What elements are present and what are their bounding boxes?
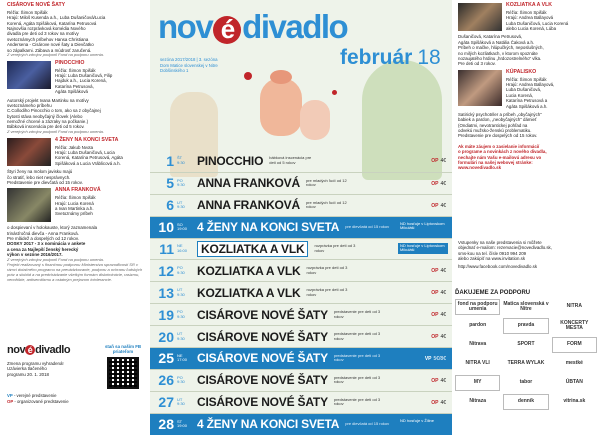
event-price: 4€	[440, 180, 446, 187]
event-date: 1	[166, 152, 174, 169]
event-day: PO	[177, 177, 183, 183]
event-day: ST	[177, 418, 183, 424]
event-date: 27	[158, 394, 174, 411]
event-title: CISÁROVE NOVÉ ŠATY	[197, 395, 328, 410]
event-daytime	[177, 332, 195, 341]
event-desc: pre mladých ľudí od 12 rokov	[305, 177, 347, 188]
program-note: Uzávierka tlačeného	[7, 366, 47, 372]
event-day: UT	[177, 199, 183, 205]
schedule-row	[150, 281, 452, 303]
event-type: OP	[431, 334, 439, 341]
event-day: NE	[177, 352, 183, 358]
event-title: CISÁROVE NOVÉ ŠATY	[197, 351, 328, 366]
event-day: SO	[177, 221, 183, 227]
kupalisko-line: Réžia: Šimon Spišák	[506, 76, 547, 82]
event-price: 4€	[440, 334, 446, 341]
dosky-award: výkon v sezóne 2016/2017.	[7, 252, 63, 258]
event-op-price	[431, 290, 446, 296]
event-daytime	[177, 179, 195, 188]
anna-desc	[7, 225, 147, 282]
pinocchio-section	[7, 61, 147, 95]
zeny-section	[7, 138, 147, 166]
event-title: CISÁROVE NOVÉ ŠATY	[197, 307, 328, 322]
event-desc: pre dievčatá od 15 rokov	[345, 223, 390, 229]
event-time: 19:00	[177, 423, 188, 429]
anna-line: Svetoznámy príbeh	[55, 211, 93, 217]
zeny-title: 4 ŽENY NA KONCI SVETA	[55, 136, 119, 143]
event-op-price	[431, 158, 446, 164]
event-desc: bábková inscenácia pre deti od 5 rokov	[269, 155, 312, 165]
kupalisko-photo	[458, 70, 502, 106]
event-desc: predstavenie pre deti od 3 rokov	[333, 309, 381, 319]
event-date: 6	[166, 197, 174, 214]
legend-op: OP	[7, 398, 14, 404]
legend-vp-text: - verejné predstavenie	[13, 392, 57, 398]
program-note: Zmena programu vyhradená!	[7, 361, 64, 366]
event-type: OP	[431, 180, 439, 187]
kozliatka-line: Príbeh o mačke, hlúpučkých, neposlušných,	[458, 45, 544, 51]
month-name: február	[340, 46, 413, 69]
kupalisko-line: Satirický psychotriler a príbeh „obyčajných"	[458, 111, 542, 117]
event-day: PO	[177, 309, 183, 315]
schedule-row	[150, 347, 452, 369]
schedule-row	[150, 216, 452, 238]
event-title: 4 ŽENY NA KONCI SVETA	[197, 220, 340, 235]
zeny-line: Hrajú: Luba Dušaničová, Lucia	[55, 150, 115, 155]
right-column	[452, 0, 600, 424]
cisarove-line: so zápalkami. Zábava a múdrosť zaručená.	[7, 47, 92, 53]
anna-note: Z verejných zdrojov podporil Fond na podporu umenia.	[7, 256, 104, 262]
schedule-row	[150, 391, 452, 413]
kupalisko-line: (Ondiatmi, nevotrantickej pohľad na	[458, 122, 528, 128]
sponsor-logo: TERRA WYLAK	[507, 360, 545, 367]
ticket-info	[458, 240, 596, 269]
kozliatka-title: KOZLIATKA A VLK	[506, 2, 553, 8]
pinocchio-line: Katarína Petrusová,	[55, 83, 94, 89]
ticket-line: alebo zakúpiť na www.invitation.sk	[458, 256, 526, 262]
anna-photo	[7, 188, 51, 222]
event-date: 19	[158, 306, 174, 323]
logo-part: nov	[158, 8, 213, 45]
event-title: KOZLIATKA A VLK	[197, 285, 301, 300]
event-day: UT	[177, 330, 183, 336]
event-price: 4€	[440, 158, 446, 164]
event-op-price	[431, 203, 446, 209]
event-date: 5	[166, 175, 174, 192]
facebook-link[interactable]: http://www.facebook.com/novedivadlo.sk	[458, 263, 538, 269]
event-day: PO	[177, 374, 183, 380]
event-price: 4€	[440, 312, 446, 319]
event-desc: pre dievčatá od 15 rokov	[345, 420, 390, 426]
event-op-price	[431, 378, 446, 384]
zeny-line: Korená, Katarína Petrusová, Agáta	[55, 155, 123, 161]
sponsor-logo: NITRA	[566, 303, 582, 310]
pinocchio-line: Autorský projekt Ivana Martinku na motívy	[7, 97, 89, 103]
sponsor-logo: KONCERTY MESTA	[560, 319, 589, 331]
anna-line: trinásťročná dievča - Anna Franková.	[7, 230, 79, 236]
illustration-bag	[260, 78, 302, 136]
program-note: programu 20. 1. 2018	[7, 371, 49, 377]
event-type: OP	[431, 158, 439, 164]
event-op-price	[431, 312, 446, 318]
event-op-price	[431, 268, 446, 274]
event-type: OP	[431, 290, 439, 297]
cisarove-line: Andersena - Cisárove nové šaty a Dievčatko	[7, 42, 94, 48]
pinocchio-line: Bábková inscenácia pre deti od 5 rokov.	[7, 124, 85, 130]
legend-op-text: - organizované predstavenie	[14, 398, 69, 404]
kozliatka-line: Réžia: Šimon Spišák	[506, 9, 547, 15]
pinocchio-line: C.Collodiho Pinocchio o tom, ako sa z obyčajnej	[7, 108, 101, 114]
sponsor-logo: pardon	[469, 322, 487, 329]
kupalisko-desc	[458, 112, 596, 139]
sponsor-logo: ÚBTAN	[565, 379, 583, 386]
guest-badge: ND hosťuje v Žiline	[398, 418, 448, 425]
event-time: 9:30	[177, 335, 185, 341]
illustration-dot	[332, 90, 337, 95]
anna-line: Pre mládež a dospelých od 12 rokov.	[7, 236, 79, 241]
event-date: 12	[158, 262, 174, 279]
kozliatka-section	[458, 3, 596, 31]
event-daytime	[177, 310, 195, 319]
event-time: 9:30	[177, 182, 185, 188]
cisarove-section	[7, 3, 147, 58]
schedule-row	[150, 172, 452, 194]
zeny-line: Spišáková a Lucia Vráblicová a.h.	[55, 160, 121, 166]
event-daytime	[177, 156, 195, 165]
event-title: CISÁROVE NOVÉ ŠATY	[197, 329, 328, 344]
schedule-row	[150, 238, 452, 260]
schedule-row	[150, 325, 452, 347]
event-title: ANNA FRANKOVÁ	[197, 198, 300, 213]
season-line: Dom Matice slovenskej v Nitre	[160, 62, 218, 68]
event-title: CISÁROVE NOVÉ ŠATY	[197, 373, 328, 388]
sponsor-logo: FORM	[552, 337, 597, 353]
schedule-row	[150, 150, 452, 172]
kupalisko-line: Agáta Spišáková a.h.	[506, 103, 548, 109]
left-column	[0, 0, 150, 424]
kozliatka-line: alebo Lucia Korená, Lúba	[506, 26, 557, 32]
event-time: 19:00	[177, 226, 188, 232]
anna-line: Réžia: Šimon Spišák	[55, 195, 96, 201]
event-price: 5€/8€	[433, 356, 446, 363]
event-price: 4€	[440, 290, 446, 297]
kozliatka-photo	[458, 3, 502, 31]
qr-code[interactable]	[107, 357, 139, 389]
pinocchio-line: Réžia: Šimon Spišák	[55, 67, 96, 73]
mail-line: Ak máte záujem o zasielanie informácií	[458, 143, 540, 149]
cisarove-line: svetoznámych príbehov Hansa Christiana	[7, 36, 89, 42]
cisarove-line: Najnovšia rozprávková komédia Nového	[7, 26, 86, 32]
event-daytime	[177, 398, 195, 407]
schedule-table	[150, 150, 452, 435]
event-daytime	[177, 201, 195, 210]
kozliatka-line: Dušaničová, Katarína Petrusová,	[458, 34, 523, 40]
legend-vp: VP	[7, 392, 13, 398]
kupalisko-section	[458, 70, 596, 109]
event-type: VP	[424, 356, 432, 363]
event-date: 28	[158, 416, 174, 433]
event-time: 16:00	[177, 248, 188, 253]
kupalisko-line: Luba Dušaničová,	[506, 87, 542, 93]
kozliatka-line: nozaujatého hrdinu „hrdozostrelného" vlka.	[458, 55, 542, 61]
sponsor-logo: SPORT	[517, 341, 535, 348]
kozliatka-line: Luba Dušaničová, Lucia Korená	[506, 20, 569, 26]
logo-part: nov	[7, 344, 26, 356]
event-day: NE	[177, 243, 183, 249]
schedule-row	[150, 259, 452, 281]
event-desc: rozprávka pre deti od 3 rokov	[306, 265, 348, 275]
event-time: 9:30	[177, 313, 185, 319]
anna-title: ANNA FRANKOVÁ	[55, 187, 101, 194]
pinocchio-photo	[7, 61, 51, 89]
event-day: ŠT	[177, 155, 183, 161]
event-desc: predstavenie pre deti od 3 rokov	[333, 374, 381, 385]
event-date: 13	[158, 284, 174, 301]
event-daytime	[177, 420, 195, 429]
event-title: 4 ŽENY NA KONCI SVETA	[197, 417, 340, 432]
sponsor-logo: tabor	[519, 379, 533, 386]
sponsor-logo: pravda	[503, 318, 548, 334]
sponsor-logo: vitrina.sk	[563, 398, 586, 405]
logo-e: é	[213, 16, 241, 44]
illustration-bag	[300, 100, 330, 140]
event-title: PINOCCHIO	[197, 153, 264, 168]
event-daytime	[177, 266, 195, 275]
zeny-photo	[7, 138, 51, 166]
event-daytime	[177, 354, 195, 363]
event-time: 9:30	[177, 159, 185, 165]
event-date: 10	[158, 219, 174, 236]
schedule-row	[150, 413, 452, 435]
month-title	[340, 46, 441, 70]
mail-info	[458, 144, 596, 171]
cisarove-line: divadla pre deti od 3 rokov na motívy	[7, 31, 79, 37]
event-daytime	[177, 376, 195, 385]
anna-section	[7, 188, 147, 222]
event-daytime	[177, 244, 195, 253]
kupalisko-line: babiek a pardon, „neobyčajných" dámieť	[458, 117, 537, 123]
pinocchio-line: Hajduk a.h., Lucia Korená,	[55, 78, 107, 84]
event-title: KOZLIATKA A VLK	[197, 241, 308, 257]
guest-badge: ND hosťuje v Liptovskom Mikuláši	[398, 221, 448, 232]
pinocchio-line: Hrajú: Luba Dušaničová, Filip	[55, 73, 113, 79]
event-desc: predstavenie pre deti od 3 rokov	[333, 352, 381, 363]
event-op-price	[431, 400, 446, 406]
event-op-price	[425, 356, 446, 362]
schedule-row	[150, 303, 452, 325]
schedule-row	[150, 369, 452, 391]
mail-line: nechajte nám Vašu e-mailovú adresu vo	[458, 154, 542, 160]
fb-invite: staň sa naším FB priateľom	[104, 344, 142, 355]
poster-illustration	[150, 60, 452, 160]
cisarove-line: Réžia: Šimon Spišák	[7, 9, 48, 15]
ticket-line: objednať e-mailom: rezervacie@novedivadlo.sk,	[458, 245, 552, 251]
event-type: OP	[431, 202, 439, 209]
cisarove-line: Korená, Agáta Spišáková, Katarína Petrusová	[7, 20, 97, 26]
event-time: 9:30	[177, 269, 185, 275]
schedule-row	[150, 194, 452, 216]
event-desc: predstavenie pre deti od 3 rokov	[333, 396, 381, 407]
kupalisko-line: Hrajú: Andrea Ballayová,	[506, 82, 555, 88]
season-line: Dobšinského 1	[160, 68, 189, 74]
zeny-line: čo stratiť, lebo niet nesprávnych.	[7, 174, 71, 180]
sponsor-logo: Nitraza	[469, 398, 486, 405]
sponsor-logo: MY	[455, 375, 500, 391]
sponsor-logo: denník	[503, 394, 548, 410]
event-time: 9:30	[177, 401, 185, 407]
event-date: 20	[158, 328, 174, 345]
event-price: 4€	[440, 377, 446, 384]
kupalisko-line: Predstavenie pre dospelých od 15 rokov.	[458, 133, 538, 139]
event-day: PO	[177, 265, 183, 271]
event-daytime	[177, 288, 195, 297]
sponsor-logo: fond na podporu umenia	[455, 299, 500, 315]
event-title: ANNA FRANKOVÁ	[197, 176, 300, 191]
event-desc: predstavenie pre deti od 3 rokov	[333, 330, 381, 341]
sponsor-logo: mestké	[565, 360, 583, 367]
event-price: 4€	[440, 202, 446, 209]
sponsor-logo: Nitrava	[469, 341, 487, 348]
pinocchio-title: PINOCCHIO	[55, 59, 85, 66]
website-link[interactable]: www.novedivadlo.sk	[458, 165, 502, 171]
pinocchio-line: svetoznámeho príbehu	[7, 102, 52, 108]
dosky-award: a cena za Najlepší ženský herecký	[7, 246, 79, 252]
event-time: 9:30	[177, 204, 185, 210]
anna-line: o dospievaní v holokauste, ktorý zaznamenala	[7, 225, 98, 231]
event-price: 4€	[440, 268, 446, 275]
event-title: KOZLIATKA A VLK	[197, 263, 301, 278]
anna-line: a Ivan Martinka a.h.	[55, 205, 94, 211]
zeny-line: Réžia: Jakub Nvota	[55, 144, 94, 150]
kozliatka-line: Pre deti od 3 rokov.	[458, 61, 496, 67]
event-date: 25	[158, 350, 174, 367]
kozliatka-line: no milých kozliatkach, v ktorom spoznáte	[458, 50, 538, 56]
mail-line: formulári na našej webovej stránke:	[458, 159, 533, 165]
pinocchio-line: Agáta Spišáková	[55, 89, 88, 95]
sponsors	[452, 290, 600, 410]
kupalisko-line: Lucia Korená,	[506, 92, 534, 98]
event-type: OP	[431, 312, 439, 319]
mail-line: o programe a novinkách z nového divadla,	[458, 149, 547, 155]
event-desc: rozprávka pre deti od 3 rokov	[314, 243, 356, 253]
event-daytime	[177, 223, 195, 232]
zeny-line: Štyri ženy na mölom javisku majú	[7, 169, 73, 175]
guest-badge: ND hosťuje v Liptovskom Mikuláši	[398, 243, 448, 254]
event-desc: pre mladých ľudí od 12 rokov	[305, 199, 347, 210]
anna-extra: Projekt realizovaný s finančnou podporou Ministerstva spravodlivosti SR v rámci dotačného programu na prevádzkovanie, podporu a ochranu ľudských práv a slobôd a na predchádzanie všetkým formám diskriminácie, rasizmu, xenofóbie, antisemitizmu a ostatným prejavom intolerancie.	[7, 262, 143, 282]
cisarove-note: Z verejných zdrojov podporil Fond na podporu umenia.	[7, 51, 104, 57]
zeny-desc	[7, 169, 147, 185]
event-desc: rozprávka pre deti od 3 rokov	[306, 287, 348, 297]
event-day: UT	[177, 396, 183, 402]
cisarove-title: CISÁROVE NOVÉ ŠATY	[7, 2, 66, 8]
event-date: 11	[159, 241, 174, 257]
sponsor-grid	[452, 299, 600, 410]
kozliatka-line: Agáta Spišáková a Natália Čaková a.h.	[458, 39, 535, 45]
logo-e: é	[25, 345, 35, 355]
event-op-price	[431, 334, 446, 340]
logo-part: divadlo	[35, 344, 71, 356]
event-time: 9:30	[177, 291, 185, 297]
event-day: UT	[177, 287, 183, 293]
event-time: 17:00	[177, 357, 188, 363]
sponsor-logo: Matica slovenská v Nitre	[503, 300, 549, 312]
kozliatka-line: Hrajú: Andrea Ballayová	[506, 15, 554, 21]
sponsor-logo: NITRA VLI	[465, 360, 490, 367]
pinocchio-line: bytosti stáva neobyčajný človek (Alebo	[7, 113, 83, 119]
zeny-line: Predstavenie pre dievčatá od 15 rokov.	[7, 179, 83, 185]
dosky-award: DOSKY 2017 - 3 x nominácia v ankete	[7, 241, 86, 247]
kupalisko-title: KÚPALISKO	[506, 68, 537, 75]
pinocchio-note: Z verejných zdrojov podporil Fond na podporu umenia.	[7, 128, 104, 134]
event-op-price	[431, 181, 446, 187]
season-line: sezóna 2017/2018 | 3. sezóna	[160, 57, 218, 62]
kupalisko-line: odvekú mužsko-ženskú problematiku.	[458, 128, 532, 134]
event-type: OP	[431, 399, 439, 406]
event-price: 4€	[440, 399, 446, 406]
cisarove-line: Hrajú: Miloš Kusenda a.h., Luba Dušaničová/Lucia	[7, 15, 106, 21]
season-info	[160, 57, 218, 74]
pinocchio-line: nemožné chcené a zázraky na počkanie.)	[7, 119, 89, 125]
ticket-line: Vstupenky na naše predstavenia si môžete	[458, 240, 542, 245]
logo-small	[7, 344, 70, 356]
kozliatka-desc	[458, 34, 596, 66]
ticket-line: sms-kou na tel. čísle 0910 994 209	[458, 250, 527, 256]
year: 18	[417, 46, 441, 69]
event-type: OP	[431, 268, 439, 275]
sponsors-heading: ĎAKUJEME ZA PODPORU	[455, 290, 531, 296]
event-date: 26	[158, 372, 174, 389]
event-type: OP	[431, 377, 439, 384]
anna-line: Hrajú: Lucia Korená	[55, 200, 94, 206]
main-logo	[158, 8, 347, 46]
pinocchio-desc	[7, 98, 147, 135]
event-time: 9:30	[177, 379, 185, 385]
bottom-left	[7, 344, 147, 404]
logo-part: divadlo	[242, 8, 348, 45]
kupalisko-line: Katarína Petrusová a	[506, 98, 548, 104]
illustration-dot	[244, 72, 252, 80]
center-column	[150, 0, 452, 433]
